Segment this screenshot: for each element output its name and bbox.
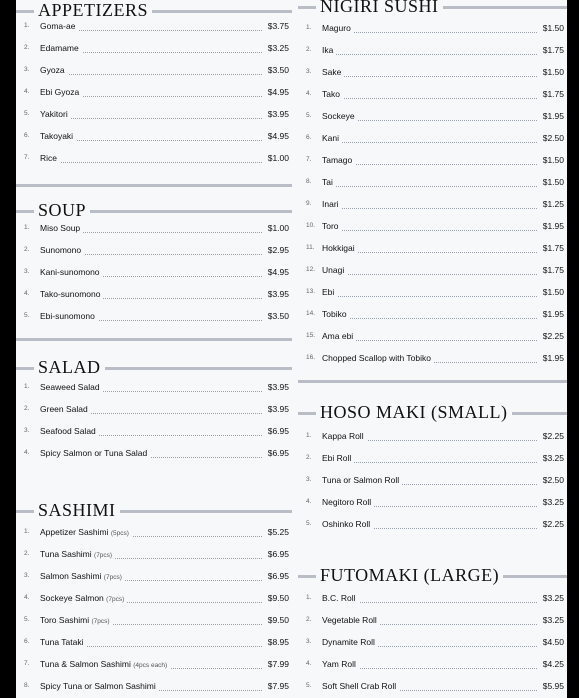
item-name-wrap [40, 637, 86, 647]
item-price: $6.95 [265, 448, 289, 458]
item-name-wrap [322, 265, 347, 275]
item-number: 1. [306, 432, 312, 439]
item-price: $4.95 [265, 267, 289, 277]
menu-item [16, 658, 292, 674]
item-name: Tuna & Salmon Sashimi [40, 659, 131, 669]
item-name: Goma-ae [40, 21, 76, 31]
item-name: Tako [322, 89, 340, 99]
item-number: 6. [306, 134, 312, 141]
item-name-wrap [322, 519, 373, 529]
item-name: Tako-sunomono [40, 289, 101, 299]
item-number: 2. [306, 46, 312, 53]
menu-item [298, 44, 567, 60]
item-price: $1.50 [540, 67, 564, 77]
item-number: 5. [24, 110, 30, 117]
item-name-wrap [40, 448, 150, 458]
item-name: Salmon Sashimi [40, 571, 102, 581]
item-name-wrap [322, 659, 359, 669]
dot-leader [40, 118, 262, 119]
dot-leader [322, 296, 537, 297]
menu-item [16, 222, 292, 238]
item-price: $4.95 [265, 131, 289, 141]
item-number: 5. [24, 616, 30, 623]
item-price: $1.00 [265, 223, 289, 233]
item-number: 9. [306, 200, 312, 207]
sashimi-section [16, 498, 292, 691]
item-name-wrap [40, 87, 82, 97]
item-price: $4.50 [540, 637, 564, 647]
item-name: Ika [322, 45, 334, 55]
item-price: $1.00 [265, 153, 289, 163]
section-divider [16, 338, 292, 341]
item-name: Inari [322, 199, 339, 209]
item-price: $3.95 [265, 289, 289, 299]
section-title: NIGIRI SUSHI [316, 0, 443, 18]
item-price: $1.95 [540, 353, 564, 363]
section-title: SASHIMI [34, 498, 120, 522]
item-price: $1.95 [540, 111, 564, 121]
item-name: Toro Sashimi [40, 615, 90, 625]
menu-item [298, 496, 567, 512]
item-name-wrap [322, 67, 344, 77]
item-price: $1.25 [540, 199, 564, 209]
item-name-wrap [322, 221, 342, 231]
menu-item [16, 526, 292, 542]
item-price: $1.95 [540, 221, 564, 231]
item-name: Kani [322, 133, 340, 143]
item-name: Ebi Gyoza [40, 87, 80, 97]
item-name: Takoyaki [40, 131, 74, 141]
item-name: Sunomono [40, 245, 82, 255]
item-number: 4. [24, 88, 30, 95]
item-name: Toro [322, 221, 339, 231]
item-number: 5. [306, 520, 312, 527]
dot-leader [322, 142, 537, 143]
item-name-wrap [40, 681, 159, 691]
item-name-wrap [322, 637, 378, 647]
item-name-wrap [40, 382, 103, 392]
section-header [16, 198, 292, 222]
item-number: 6. [24, 638, 30, 645]
menu-item [16, 244, 292, 260]
item-name: Kani-sunomono [40, 267, 100, 277]
item-name-wrap [40, 21, 78, 31]
section-title: SOUP [34, 198, 90, 222]
menu-paper [16, 0, 567, 698]
item-number: 4. [306, 90, 312, 97]
item-name-wrap [40, 245, 84, 255]
item-price: $6.95 [265, 571, 289, 581]
item-name-wrap [40, 571, 125, 581]
item-price: $3.25 [540, 497, 564, 507]
item-name: Spicy Salmon or Tuna Salad [40, 448, 148, 458]
dot-leader [322, 32, 537, 33]
section-title: APPETIZERS [34, 0, 152, 22]
menu-item [16, 152, 292, 168]
item-note: (5pcs) [110, 530, 129, 537]
item-name: Seafood Salad [40, 426, 96, 436]
item-name: Edamame [40, 43, 79, 53]
item-price: $2.25 [540, 519, 564, 529]
item-price: $3.95 [265, 382, 289, 392]
item-name: Yakitori [40, 109, 68, 119]
dot-leader [322, 318, 537, 319]
item-price: $4.25 [540, 659, 564, 669]
item-price: $7.95 [265, 681, 289, 691]
item-price: $6.95 [265, 549, 289, 559]
item-note: (4pcs each) [133, 662, 168, 669]
menu-item [298, 518, 567, 534]
item-name-wrap [40, 426, 99, 436]
item-number: 5. [306, 682, 312, 689]
item-name-wrap [40, 659, 170, 669]
item-name-wrap [40, 153, 60, 163]
section-header [16, 355, 292, 379]
item-price: $1.50 [540, 155, 564, 165]
item-price: $2.50 [540, 133, 564, 143]
menu-item [298, 430, 567, 446]
item-name: Ebi-sunomono [40, 311, 95, 321]
item-number: 1. [24, 528, 30, 535]
item-name: Soft Shell Crab Roll [322, 681, 397, 691]
item-name: Dynamite Roll [322, 637, 375, 647]
item-name-wrap [40, 131, 76, 141]
item-name-wrap [322, 353, 434, 363]
item-number: 2. [306, 616, 312, 623]
item-name-wrap [40, 267, 103, 277]
menu-item [298, 176, 567, 192]
item-name: Kappa Roll [322, 431, 364, 441]
item-number: 2. [24, 44, 30, 51]
item-name: Tuna Tataki [40, 637, 84, 647]
item-name-wrap [40, 404, 91, 414]
item-number: 4. [306, 498, 312, 505]
soup-section [16, 198, 292, 321]
item-name: Ama ebi [322, 331, 354, 341]
item-name-wrap [322, 45, 336, 55]
menu-item [298, 286, 567, 302]
item-name-wrap [322, 331, 356, 341]
item-number: 16. [306, 354, 316, 361]
menu-item [16, 570, 292, 586]
dot-leader [322, 274, 537, 275]
dot-leader [40, 162, 262, 163]
menu-item [298, 308, 567, 324]
item-price: $4.95 [265, 87, 289, 97]
item-price: $7.99 [265, 659, 289, 669]
item-number: 2. [24, 550, 30, 557]
menu-item [16, 266, 292, 282]
item-number: 12. [306, 266, 316, 273]
menu-item [298, 110, 567, 126]
section-header [298, 400, 567, 424]
menu-item [16, 108, 292, 124]
item-name-wrap [40, 615, 113, 625]
menu-item [16, 310, 292, 326]
item-name: Chopped Scallop with Tobiko [322, 353, 431, 363]
menu-item [298, 330, 567, 346]
item-name: Tuna Sashimi [40, 549, 92, 559]
item-name: Oshinko Roll [322, 519, 371, 529]
item-price: $2.50 [540, 475, 564, 485]
menu-item [16, 288, 292, 304]
item-number: 8. [306, 178, 312, 185]
menu-item [16, 381, 292, 397]
item-number: 15. [306, 332, 316, 339]
item-number: 7. [24, 154, 30, 161]
item-price: $3.95 [265, 404, 289, 414]
item-name: Vegetable Roll [322, 615, 377, 625]
item-number: 1. [24, 22, 30, 29]
item-price: $1.50 [540, 23, 564, 33]
menu-item [16, 636, 292, 652]
item-price: $5.95 [540, 681, 564, 691]
section-header [16, 498, 292, 522]
menu-item [298, 88, 567, 104]
item-name-wrap [322, 133, 342, 143]
item-price: $1.75 [540, 89, 564, 99]
item-name-wrap [40, 43, 82, 53]
item-number: 14. [306, 310, 316, 317]
menu-item [298, 220, 567, 236]
item-price: $3.75 [265, 21, 289, 31]
item-number: 1. [306, 594, 312, 601]
menu-item [16, 592, 292, 608]
item-name-wrap [40, 109, 71, 119]
item-number: 4. [24, 594, 30, 601]
item-price: $1.75 [540, 243, 564, 253]
item-price: $3.25 [540, 593, 564, 603]
item-price: $3.50 [265, 311, 289, 321]
item-name: Tobiko [322, 309, 347, 319]
item-number: 3. [306, 68, 312, 75]
item-name: Hokkigai [322, 243, 355, 253]
item-name-wrap [40, 527, 132, 537]
item-name: Ebi Roll [322, 453, 352, 463]
item-number: 4. [24, 449, 30, 456]
item-price: $5.25 [265, 527, 289, 537]
item-name: Tamago [322, 155, 353, 165]
item-price: $3.25 [265, 43, 289, 53]
item-number: 2. [24, 246, 30, 253]
item-number: 10. [306, 222, 316, 229]
menu-item [298, 452, 567, 468]
menu-item [298, 680, 567, 696]
item-number: 3. [306, 638, 312, 645]
section-header [16, 0, 292, 22]
item-name: Appetizer Sashimi [40, 527, 109, 537]
item-number: 1. [24, 383, 30, 390]
item-number: 1. [24, 224, 30, 231]
item-name: Green Salad [40, 404, 88, 414]
item-price: $2.95 [265, 245, 289, 255]
menu-item [298, 242, 567, 258]
section-divider [298, 380, 567, 383]
menu-item [16, 130, 292, 146]
item-name-wrap [40, 549, 115, 559]
item-name: Ebi [322, 287, 335, 297]
item-price: $9.50 [265, 615, 289, 625]
dot-leader [322, 186, 537, 187]
item-name: Rice [40, 153, 58, 163]
item-number: 3. [24, 268, 30, 275]
item-name-wrap [322, 309, 350, 319]
item-number: 4. [24, 290, 30, 297]
section-title: HOSO MAKI (SMALL) [316, 400, 512, 424]
dot-leader [40, 74, 262, 75]
item-note: (7pcs) [91, 618, 110, 625]
item-name: B.C. Roll [322, 593, 356, 603]
section-header [298, 563, 567, 587]
salad-section [16, 355, 292, 458]
menu-item [16, 614, 292, 630]
menu-item [16, 20, 292, 36]
menu-item [298, 132, 567, 148]
item-name: Negitoro Roll [322, 497, 372, 507]
item-note: (7pcs) [94, 552, 113, 559]
item-number: 6. [24, 132, 30, 139]
section-divider [16, 184, 292, 187]
item-price: $2.25 [540, 331, 564, 341]
dot-leader [322, 98, 537, 99]
item-price: $1.50 [540, 177, 564, 187]
item-number: 3. [24, 427, 30, 434]
menu-item [16, 447, 292, 463]
item-price: $3.95 [265, 109, 289, 119]
item-number: 7. [24, 660, 30, 667]
menu-item [16, 42, 292, 58]
item-number: 8. [24, 682, 30, 689]
item-name-wrap [40, 593, 127, 603]
item-name: Sake [322, 67, 342, 77]
item-name-wrap [40, 65, 68, 75]
item-name: Sockeye [322, 111, 355, 121]
item-name-wrap [40, 311, 98, 321]
menu-item [298, 592, 567, 608]
item-name-wrap [40, 223, 83, 233]
menu-item [298, 264, 567, 280]
item-price: $1.75 [540, 265, 564, 275]
menu-item [16, 680, 292, 696]
item-price: $3.50 [265, 65, 289, 75]
menu-item [298, 198, 567, 214]
item-name-wrap [322, 431, 367, 441]
item-name: Seaweed Salad [40, 382, 100, 392]
item-name: Yam Roll [322, 659, 356, 669]
item-number: 4. [306, 660, 312, 667]
menu-item [298, 474, 567, 490]
item-price: $3.25 [540, 615, 564, 625]
item-name: Spicy Tuna or Salmon Sashimi [40, 681, 156, 691]
item-name: Maguro [322, 23, 351, 33]
item-name: Tuna or Salmon Roll [322, 475, 400, 485]
item-price: $3.25 [540, 453, 564, 463]
item-name: Unagi [322, 265, 345, 275]
item-number: 5. [306, 112, 312, 119]
item-name-wrap [322, 155, 355, 165]
menu-item [298, 66, 567, 82]
item-number: 5. [24, 312, 30, 319]
menu-item [298, 352, 567, 368]
menu-item [298, 154, 567, 170]
hoso-maki-section [298, 400, 567, 529]
item-number: 1. [306, 24, 312, 31]
item-price: $1.50 [540, 287, 564, 297]
item-name-wrap [40, 289, 103, 299]
menu-item [298, 636, 567, 652]
item-name: Miso Soup [40, 223, 81, 233]
menu-item [16, 548, 292, 564]
section-title: SALAD [34, 355, 105, 379]
item-name-wrap [322, 23, 354, 33]
item-name-wrap [322, 475, 402, 485]
appetizers-section [16, 0, 292, 163]
item-name-wrap [322, 111, 358, 121]
item-name-wrap [322, 615, 380, 625]
item-price: $2.25 [540, 431, 564, 441]
item-number: 7. [306, 156, 312, 163]
item-name: Sockeye Salmon [40, 593, 104, 603]
item-name-wrap [322, 243, 358, 253]
item-price: $1.75 [540, 45, 564, 55]
item-name-wrap [322, 199, 342, 209]
item-number: 3. [24, 572, 30, 579]
section-header [298, 0, 567, 18]
item-name-wrap [322, 497, 374, 507]
item-name-wrap [322, 681, 399, 691]
dot-leader [322, 230, 537, 231]
item-name-wrap [322, 453, 354, 463]
menu-item [16, 64, 292, 80]
dot-leader [322, 208, 537, 209]
item-price: $9.50 [265, 593, 289, 603]
menu-item [298, 614, 567, 630]
menu-item [16, 425, 292, 441]
item-number: 3. [306, 476, 312, 483]
item-number: 2. [24, 405, 30, 412]
item-name: Gyoza [40, 65, 65, 75]
section-title: FUTOMAKI (LARGE) [316, 563, 503, 587]
menu-item [16, 403, 292, 419]
item-name-wrap [322, 89, 343, 99]
item-name-wrap [322, 177, 336, 187]
item-price: $6.95 [265, 426, 289, 436]
menu-item [298, 658, 567, 674]
item-number: 13. [306, 288, 316, 295]
item-name-wrap [322, 593, 359, 603]
item-number: 11. [306, 244, 315, 251]
item-number: 3. [24, 66, 30, 73]
item-note: (7pcs) [106, 596, 125, 603]
menu-item [298, 22, 567, 38]
menu-item [16, 86, 292, 102]
futomaki-section [298, 563, 567, 691]
dot-leader [322, 76, 537, 77]
dot-leader [322, 54, 537, 55]
item-name-wrap [322, 287, 337, 297]
item-price: $1.95 [540, 309, 564, 319]
nigiri-section [298, 0, 567, 363]
item-note: (7pcs) [103, 574, 122, 581]
item-name: Tai [322, 177, 333, 187]
item-number: 2. [306, 454, 312, 461]
item-price: $8.95 [265, 637, 289, 647]
